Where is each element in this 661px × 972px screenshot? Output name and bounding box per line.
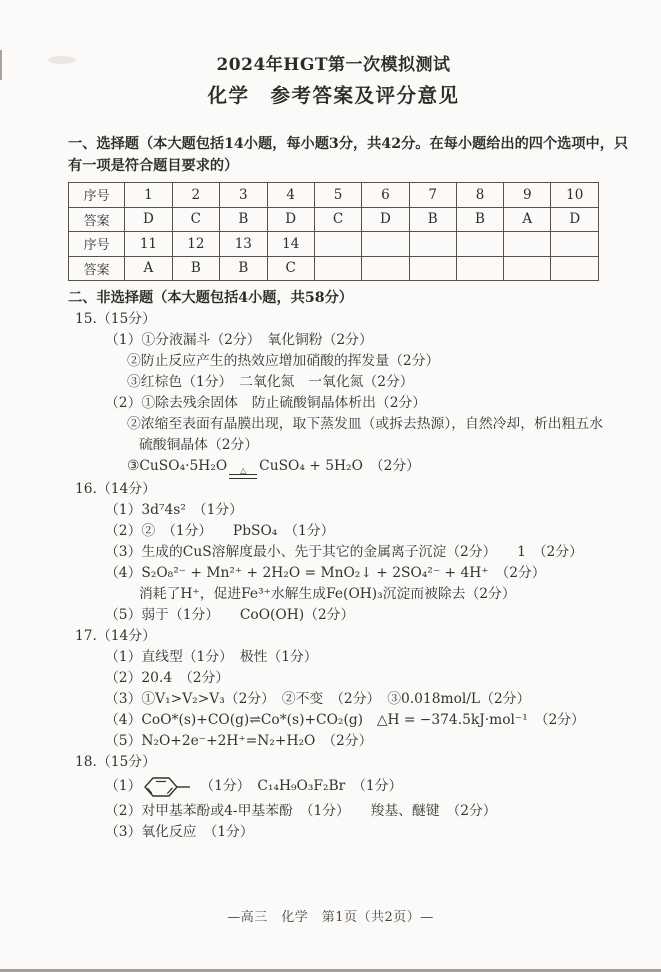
answer-cell: A (125, 256, 172, 281)
multiple-choice-answer-table (68, 182, 599, 281)
q18-number: 18.（15分） (75, 753, 156, 770)
question-number-cell: 1 (125, 183, 172, 208)
q17-answer-line: （3）①V₁>V₂>V₃（2分） ②不变 （2分） ③0.018mol/L（2分） (105, 690, 531, 707)
row-label-cell: 答案 (69, 207, 125, 232)
q17-answer-line: （4）CoO*(s)+CO(g)⇌Co*(s)+CO₂(g) △H = −374.5kJ·mol⁻¹ （2分） (105, 711, 585, 728)
scan-smudge (48, 56, 76, 64)
answer-cell: B (220, 256, 267, 281)
empty-cell (551, 256, 599, 281)
question-number-cell: 12 (172, 232, 219, 257)
question-number-cell: 14 (267, 232, 314, 257)
answer-cell: C (267, 256, 314, 281)
table-row-answers-11-14 (69, 256, 599, 281)
q17-number: 17.（14分） (75, 627, 156, 644)
empty-cell (504, 256, 551, 281)
q15-chemical-equation-line (68, 456, 599, 479)
q16-answer-line: （5）弱于（1分） CoO(OH)（2分） (105, 606, 355, 623)
empty-cell (456, 256, 503, 281)
answer-cell: B (172, 256, 219, 281)
q15-answer-line: （2）①除去残余固体 防止硫酸铜晶体析出（2分） (105, 395, 427, 411)
empty-cell (551, 232, 599, 257)
equation-right-side: CuSO₄ + 5H₂O （2分） (259, 458, 420, 474)
question-number-cell: 9 (504, 183, 551, 208)
q16-answer-line: （2）② （1分） PbSO₄ （1分） (105, 522, 335, 539)
scan-edge-artifact (0, 50, 2, 80)
question-number-cell: 7 (409, 183, 456, 208)
page-title: 2024年HGT第一次模拟测试 (216, 55, 451, 75)
empty-cell (409, 232, 456, 257)
q15-number: 15.（15分） (75, 311, 156, 327)
question-number-cell: 10 (551, 183, 599, 208)
benzene-ring-icon (142, 774, 192, 800)
empty-cell (362, 256, 409, 281)
q16-answer-line: （4）S₂O₈²⁻ + Mn²⁺ + 2H₂O = MnO₂↓ + 2SO₄²⁻ + 4H⁺ （2分） (105, 564, 546, 581)
q16-answer-line: （3）生成的CuS溶解度最小、先于其它的金属离子沉淀（2分） 1 （2分） (105, 543, 583, 560)
scanned-exam-answer-page (0, 50, 661, 972)
heated-equals-sign (229, 467, 257, 479)
question-number-cell: 6 (362, 183, 409, 208)
q18-answer-line: （3）氧化反应 （1分） (105, 823, 254, 840)
answer-cell: A (504, 207, 551, 232)
answer-cell: C (172, 207, 219, 232)
empty-cell (456, 232, 503, 257)
answer-cell: D (267, 207, 314, 232)
free-response-section-heading: 二、非选择题（本大题包括4小题，共58分） (68, 290, 353, 306)
page-subtitle: 化学 参考答案及评分意见 (207, 84, 460, 107)
q15-answer-line: ②防止反应产生的热效应增加硝酸的挥发量（2分） (127, 353, 440, 369)
question-number-cell: 13 (220, 232, 267, 257)
empty-cell (409, 256, 456, 281)
question-number-cell: 5 (314, 183, 361, 208)
answer-item-label: （1） (105, 778, 142, 794)
structure-answer-score: （1分） C₁₄H₉O₃F₂Br （1分） (193, 778, 403, 794)
row-label-cell: 答案 (69, 256, 125, 281)
empty-cell (362, 232, 409, 257)
question-number-cell: 4 (267, 183, 314, 208)
question-number-cell: 3 (220, 183, 267, 208)
table-row-numbers-11-14 (69, 232, 599, 257)
table-row-numbers-1-10 (69, 183, 599, 208)
choice-section-heading-line1: 一、选择题（本大题包括14小题，每小题3分，共42分。在每小题给出的四个选项中，只 (68, 136, 629, 152)
empty-cell (314, 232, 361, 257)
q15-answer-line: ③红棕色（1分） 二氧化氮 一氧化氮（2分） (127, 374, 414, 390)
answer-cell: D (551, 207, 599, 232)
q15-answer-line: （1）①分液漏斗（2分） 氧化铜粉（2分） (105, 332, 373, 348)
choice-section-heading-line2: 有一项是符合题目要求的） (68, 158, 239, 174)
answer-cell: C (314, 207, 361, 232)
heat-triangle-icon: △ (240, 466, 247, 475)
q17-answer-line: （5）N₂O+2e⁻+2H⁺=N₂+H₂O （2分） (105, 732, 373, 749)
q16-number: 16.（14分） (75, 480, 156, 497)
double-line (229, 474, 257, 479)
equation-left-side: ③CuSO₄·5H₂O (127, 458, 228, 474)
q15-answer-line: ②浓缩至表面有晶膜出现，取下蒸发皿（或拆去热源），自然冷却，析出粗五水 (127, 416, 603, 432)
answer-cell: B (409, 207, 456, 232)
q18-answer-line: （2）对甲基苯酚或4-甲基苯酚 （1分） 羧基、醚键 （2分） (105, 802, 497, 819)
q17-answer-line: （2）20.4 （2分） (105, 669, 230, 686)
empty-cell (504, 232, 551, 257)
answer-cell: B (456, 207, 503, 232)
question-number-cell: 11 (125, 232, 172, 257)
empty-cell (314, 256, 361, 281)
document-body (0, 50, 661, 843)
question-number-cell: 2 (172, 183, 219, 208)
question-number-cell: 8 (456, 183, 503, 208)
table-row-answers-1-10 (69, 207, 599, 232)
page-footer: —高三 化学 第1页（共2页）— (227, 910, 434, 925)
q15-answer-line: 硫酸铜晶体（2分） (139, 437, 259, 453)
q16-answer-line: （1）3d⁷4s² （1分） (105, 501, 243, 518)
row-label-cell: 序号 (69, 232, 125, 257)
row-label-cell: 序号 (69, 183, 125, 208)
answer-cell: B (220, 207, 267, 232)
q18-structure-answer-line (68, 773, 599, 801)
answer-cell: D (362, 207, 409, 232)
q17-answer-line: （1）直线型（1分） 极性（1分） (105, 648, 318, 665)
q16-answer-line: 消耗了H⁺，促进Fe³⁺水解生成Fe(OH)₃沉淀而被除去（2分） (139, 585, 516, 602)
answer-cell: D (125, 207, 172, 232)
